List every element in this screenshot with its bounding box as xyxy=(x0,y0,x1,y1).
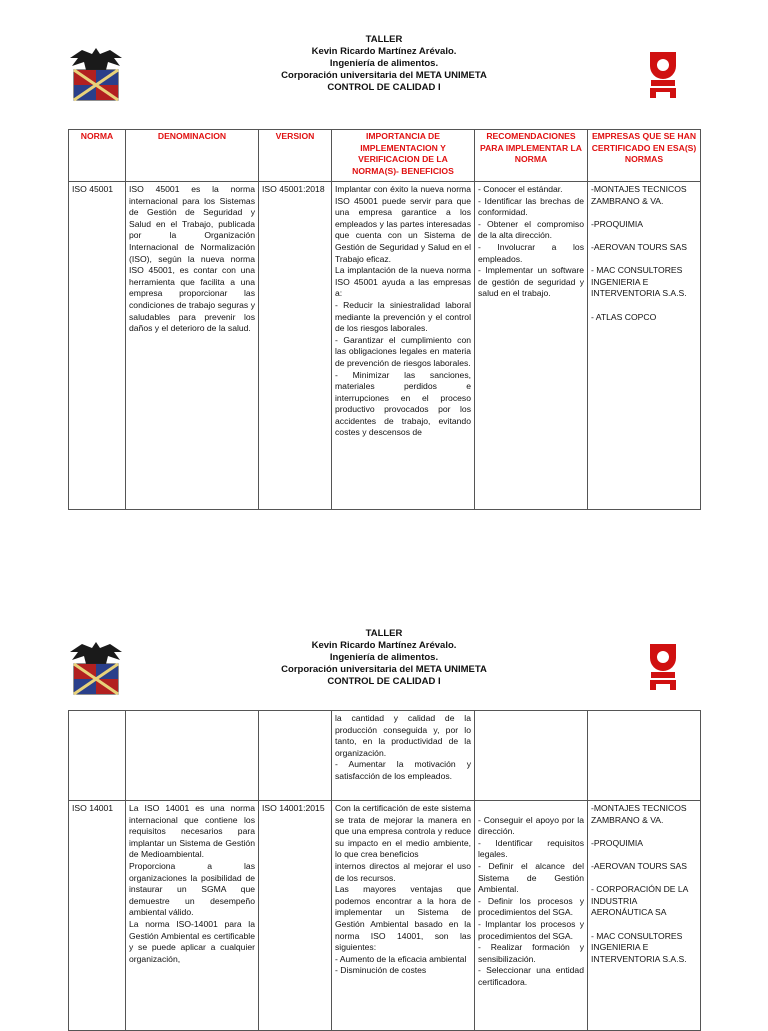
empty-cell xyxy=(69,711,126,801)
quality-table-continued xyxy=(68,710,701,1031)
list-item: - MAC CONSULTORES INGENIERIA E INTERVENTORIA S.A.S. xyxy=(591,930,687,964)
header-line: Ingeniería de alimentos. xyxy=(329,652,439,663)
page-2 xyxy=(0,590,768,987)
version-cell: ISO 14001:2015 xyxy=(259,801,332,1031)
header-line: TALLER xyxy=(365,34,403,45)
paragraph: - Garantizar el cumplimiento con las obligaciones legales en materia de prevención de riesgos laborales. xyxy=(335,334,471,368)
importancia-cell xyxy=(332,182,475,510)
header-line: Kevin Ricardo Martínez Arévalo. xyxy=(311,640,457,651)
list-item: -PROQUIMIA xyxy=(591,837,644,848)
list-item: - Conocer el estándar. xyxy=(478,184,563,194)
paragraph: La norma ISO-14001 para la Gestión Ambiental es certificable y se puede aplicar a cualquier organización, xyxy=(129,918,255,964)
paragraph: - Disminución de costes xyxy=(335,965,427,976)
empresas-cell xyxy=(588,182,701,510)
importancia-cell xyxy=(332,801,475,1031)
header-text xyxy=(0,628,768,688)
list-item: - Identificar requisitos legales. xyxy=(478,837,584,860)
empty-cell xyxy=(588,711,701,801)
list-item: - Definir el alcance del Sistema de Gestión Ambiental. xyxy=(478,860,584,895)
paragraph: Proporciona a las organizaciones la posibilidad de instaurar un SGMA que demuestre un desempeño ambiental válido. xyxy=(129,860,255,918)
paragraph: La implantación de la nueva norma ISO 45001 ayuda a las empresas a: xyxy=(335,265,471,299)
paragraph: - Reducir la siniestralidad laboral mediante la prevención y el control de los riesgos laborales. xyxy=(335,299,471,334)
header-cell: RECOMENDACIONES PARA IMPLEMENTAR LA NORMA xyxy=(475,130,588,182)
page-header xyxy=(0,590,768,700)
list-item: - ATLAS COPCO xyxy=(591,311,657,322)
quality-table xyxy=(68,129,701,510)
recomendaciones-cell xyxy=(475,801,588,1031)
norma-cell: ISO 14001 xyxy=(69,801,126,1031)
header-line: CONTROL DE CALIDAD I xyxy=(327,676,441,687)
header-line: Corporación universitaria del META UNIMETA xyxy=(281,70,487,81)
paragraph: internos directos al mejorar el uso de los recursos. xyxy=(335,860,471,883)
list-item: - Identificar las brechas de conformidad. xyxy=(478,195,584,218)
header-line: CONTROL DE CALIDAD I xyxy=(327,82,441,93)
paragraph: Implantar con éxito la nueva norma ISO 45001 puede servir para que una empresa garantice a los empleados y las partes interesadas que cuenta con un Sistema de Gestión de Seguridad y Salud en el Trabajo eficaz. xyxy=(335,184,471,264)
denominacion-cell xyxy=(126,801,259,1031)
empty-cell xyxy=(126,711,259,801)
norma-cell: ISO 45001 xyxy=(69,182,126,510)
page-header xyxy=(0,0,768,110)
header-cell: IMPORTANCIA DE IMPLEMENTACION Y VERIFICACION DE LA NORMA(S)- BENEFICIOS xyxy=(332,130,475,182)
paragraph: - Aumentar la motivación y satisfacción de los empleados. xyxy=(335,759,471,781)
version-cell: ISO 45001:2018 xyxy=(259,182,332,510)
header-text xyxy=(0,34,768,94)
table-header-row xyxy=(69,130,701,182)
list-item: - Conseguir el apoyo por la dirección. xyxy=(478,814,584,837)
empty-cell xyxy=(259,711,332,801)
table-row xyxy=(69,801,701,1031)
header-line: Corporación universitaria del META UNIMETA xyxy=(281,664,487,675)
paragraph: Con la certificación de este sistema se trata de mejorar la manera en que una empresa controla y reduce su impacto en el medio ambiente, lo que crea beneficios xyxy=(335,803,471,860)
paragraph: - Minimizar las sanciones, materiales perdidos e interrupciones en el proceso productivo provocados por los accidentes de trabajo, evitando costes y descensos de xyxy=(335,369,471,438)
denominacion-cell: ISO 45001 es la norma internacional para los Sistemas de Gestión de Seguridad y Salud en el Trabajo, publicada por la Organización Internacional de Normalización (ISO), según la nueva norma ISO 45001, es contar con una herramienta que facilita a una empresa proporcionar las condiciones de trabajo seguras y saludables para prevenir los daños y el deterioro de la salud. xyxy=(126,182,259,510)
empty-cell xyxy=(475,711,588,801)
list-item: -MONTAJES TECNICOS ZAMBRANO & VA. xyxy=(591,184,687,206)
list-item: -AEROVAN TOURS SAS xyxy=(591,241,687,252)
page-1 xyxy=(0,0,768,438)
list-item: - MAC CONSULTORES INGENIERIA E INTERVENTORIA S.A.S. xyxy=(591,265,687,299)
list-item: - Involucrar a los empleados. xyxy=(478,241,584,264)
header-cell: EMPRESAS QUE SE HAN CERTIFICADO EN ESA(S) NORMAS xyxy=(588,130,701,182)
paragraph: - Aumento de la eficacia ambiental xyxy=(335,953,467,964)
paragraph: Las mayores ventajas que podemos encontrar a la hora de implementar un Sistema de Gestión Ambiental basado en la norma ISO 14001, son las siguientes: xyxy=(335,884,471,953)
header-cell: NORMA xyxy=(69,130,126,182)
header-cell: DENOMINACION xyxy=(126,130,259,182)
list-item: - Seleccionar una entidad certificadora. xyxy=(478,965,584,987)
header-line: Kevin Ricardo Martínez Arévalo. xyxy=(311,46,457,57)
list-item: - Definir los procesos y procedimientos del SGA. xyxy=(478,895,584,918)
list-item: - Implantar los procesos y procedimientos del SGA. xyxy=(478,918,584,941)
paragraph: La ISO 14001 es una norma internacional que contiene los requisitos necesarios para implantar un Sistema de Gestión de Medioambiental. xyxy=(129,803,255,860)
list-item: - CORPORACIÓN DE LA INDUSTRIA AERONÁUTICA SA xyxy=(591,884,688,918)
table-row xyxy=(69,182,701,510)
list-item: -AEROVAN TOURS SAS xyxy=(591,860,687,871)
list-item: - Realizar formación y sensibilización. xyxy=(478,942,584,964)
empresas-cell xyxy=(588,801,701,1031)
header-line: TALLER xyxy=(365,628,403,639)
header-cell: VERSION xyxy=(259,130,332,182)
header-line: Ingeniería de alimentos. xyxy=(329,58,439,69)
table-row xyxy=(69,711,701,801)
list-item: -MONTAJES TECNICOS ZAMBRANO & VA. xyxy=(591,803,687,825)
paragraph: la cantidad y calidad de la producción conseguida y, por lo tanto, en la productividad de la organización. xyxy=(335,713,471,758)
list-item: -PROQUIMIA xyxy=(591,218,644,229)
list-item: - Implementar un software de gestión de seguridad y salud en el trabajo. xyxy=(478,265,584,299)
list-item: - Obtener el compromiso de la alta dirección. xyxy=(478,218,584,241)
recomendaciones-cell xyxy=(475,182,588,510)
importancia-cell xyxy=(332,711,475,801)
